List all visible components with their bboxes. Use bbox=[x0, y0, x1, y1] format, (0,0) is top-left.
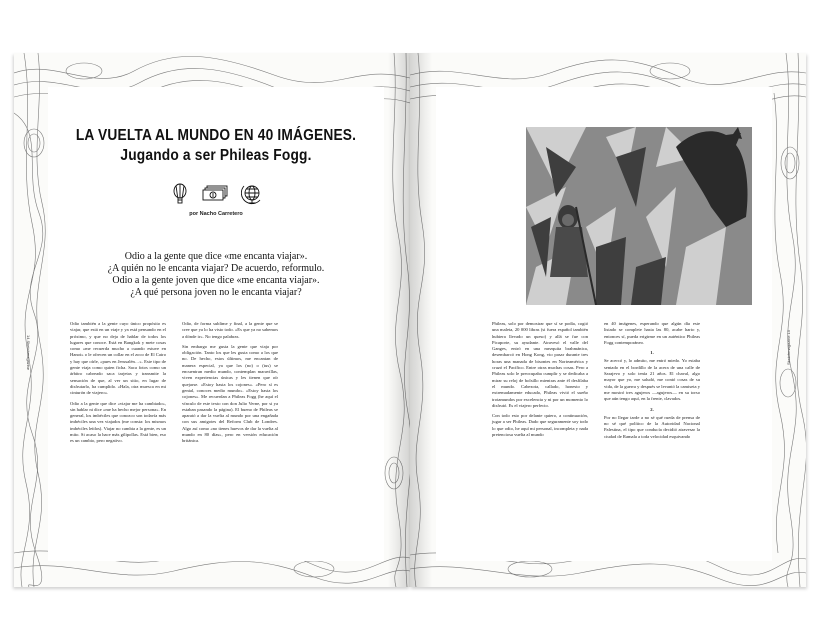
lead-line: Odio a la gente que dice «me encanta viajar». bbox=[124, 251, 308, 262]
section-number: 2. bbox=[650, 406, 654, 412]
banknotes-icon bbox=[201, 183, 231, 205]
paragraph: Por no llegar tarde a no sé qué rueda de prensa de no sé qué político de la Autoridad Nacional Palestina, el tipo que conducía decidió atravesar la ciudad de Ramala a toda velocidad esquivando bbox=[604, 414, 700, 439]
left-page bbox=[14, 53, 410, 587]
text-column bbox=[604, 321, 700, 444]
hot-air-balloon-icon bbox=[169, 183, 191, 205]
article-subtitle: Jugando a ser Phileas Fogg. bbox=[120, 147, 312, 164]
paragraph: Odio a la gente que dice «viajar me ha cambiado», sin hablar ni dice «me ha hecho mejor persona». En general, los imbéciles que conozco son todavía más imbéciles una vez viajados (me consta: los mismos imbéciles leídos). Viajar no cambia a la gente, es un mito. Si acaso la hace más gilipollas. Está bien, eso es un cambio, pero negativo. bbox=[70, 400, 166, 444]
article-intro-panel bbox=[48, 87, 384, 561]
paragraph: Odio, de forma sublime y final, a la gente que se cree que ya lo ha visto todo. «Es que ya no sabemos a dónde ir». No tengo palabras. bbox=[182, 321, 278, 339]
text-column bbox=[182, 321, 278, 449]
paragraph: Se acercó y, lo admito, me entró miedo. Yo estaba sentado en el bordillo de la acera de una calle de Sarajevo y solo tenía 21 años. El chaval, algo mayor que yo, me saludó, me contó cosas de su vida, de la guerra y después se levantó la camiseta y me mostró tres agujeros —agujeros— en su torso que aún tengo aquí, en la frente, clavados. bbox=[604, 358, 700, 402]
paragraph: en 40 imágenes, esperando que algún día este listado se complete hasta las 80, acabe harto y, entonces sí, pueda erigirme en un auténtico Phileas Fogg contemporáneo. bbox=[604, 321, 700, 345]
lead-line: ¿A qué persona joven no le encanta viajar? bbox=[130, 287, 302, 298]
icon-row bbox=[48, 183, 384, 205]
lead-line: Odio a la gente joven que dice «me encanta viajar». bbox=[112, 275, 320, 286]
right-page bbox=[410, 53, 806, 587]
photo-illustration bbox=[526, 127, 752, 305]
paragraph: Phileas, solo por demostrar que sí se podía, cogió una maleta, 20 000 libras (si fuera español también hubiera llevado un queso) y allá se fue con Picaporte, su ayudante. Atravesó el valle del Ganges, entró en una mezquita brahmánica, desembarcó en Hong Kong, vio pasar durante tres horas una manada de bisontes en Norteamérica y cruzó el Pacífico. Entre otras muchas cosas. Pero a Phileas solo le preocupaba cumplir y se dedicaba a mirar su reloj de bolsillo mientras ante él desfilaba el mundo. Cabezota, callado, honesto y extremadamente educado, Phileas vivió el sueño trotamundos por excelencia y ni por un momento lo disfrutó. Es el viajero perfecto. bbox=[492, 321, 588, 408]
paragraph: Sin embargo me gusta la gente que viaja por obligación. Tanto los que les gusta como a los que no. De hecho, estos últimos, me encantan de manera especial, ya que los (no) o (tus) se encuentran medio mundo, contemplan maravillas, viven experiencias únicas y les tienen que oír quejarse. «Estoy hasta los cojones». «Pero sí es genial, conoces medio mundo». «Estoy hasta los cojones». Me recuerdan a Phileas Fogg (he aquí el vínculo de este texto con don Julio Verne, por si ya estaban pasando la página). El bueno de Phileas se aparató a dar la vuelta al mundo por una engañada con sus amigotes del Reform Club de Londres. Algo así como «no tienes huevos de dar la vuelta al mundo en 80 días», pero en versión educación británica. bbox=[182, 343, 278, 444]
text-column bbox=[492, 321, 588, 442]
article-body-panel bbox=[436, 87, 772, 561]
globe-icon bbox=[241, 183, 263, 205]
article-photo bbox=[526, 127, 752, 305]
section-number: 1. bbox=[650, 350, 654, 356]
page-folio: Sketchmagazine 15 bbox=[786, 329, 791, 365]
byline: por Nacho Carretero bbox=[189, 211, 243, 217]
text-column bbox=[70, 321, 166, 449]
paragraph: Odio también a la gente cuyo único propósito es viajar, que está en un viaje y ya está pensando en el próximo, y que no deja de hablar de todos los lugares que conoce. Está en Bangkok y mete cosas como «me recuerda mucho a cuando estuve en Hanoi» o le ofrecen un collar en el zoco de El Cairo y hay que oírle, «pues en Jerusalén…». Este tipo de gente viaja como quien ficha. Saca fotos como un árbitro cabreado saca tarjetas y transmite la sensación de que, al ver un sitio, en lugar de disfrutarlo, ha cumplido. «Hala, otra muesca en mi cinturón de viajero». bbox=[70, 321, 166, 396]
page-folio: 14 Sketchmagazine bbox=[26, 335, 31, 371]
lead-line: ¿A quién no le encanta viajar? De acuerdo, reformulo. bbox=[107, 263, 325, 274]
paragraph: Con todo esto por delante quiero, a continuación, jugar a ser Phileas. Dado que seguramente soy todo lo que odio, he aquí mi personal, incompleta y nada pretenciosa vuelta al mundo bbox=[492, 413, 588, 438]
article-title: LA VUELTA AL MUNDO EN 40 IMÁGENES. bbox=[75, 127, 357, 144]
